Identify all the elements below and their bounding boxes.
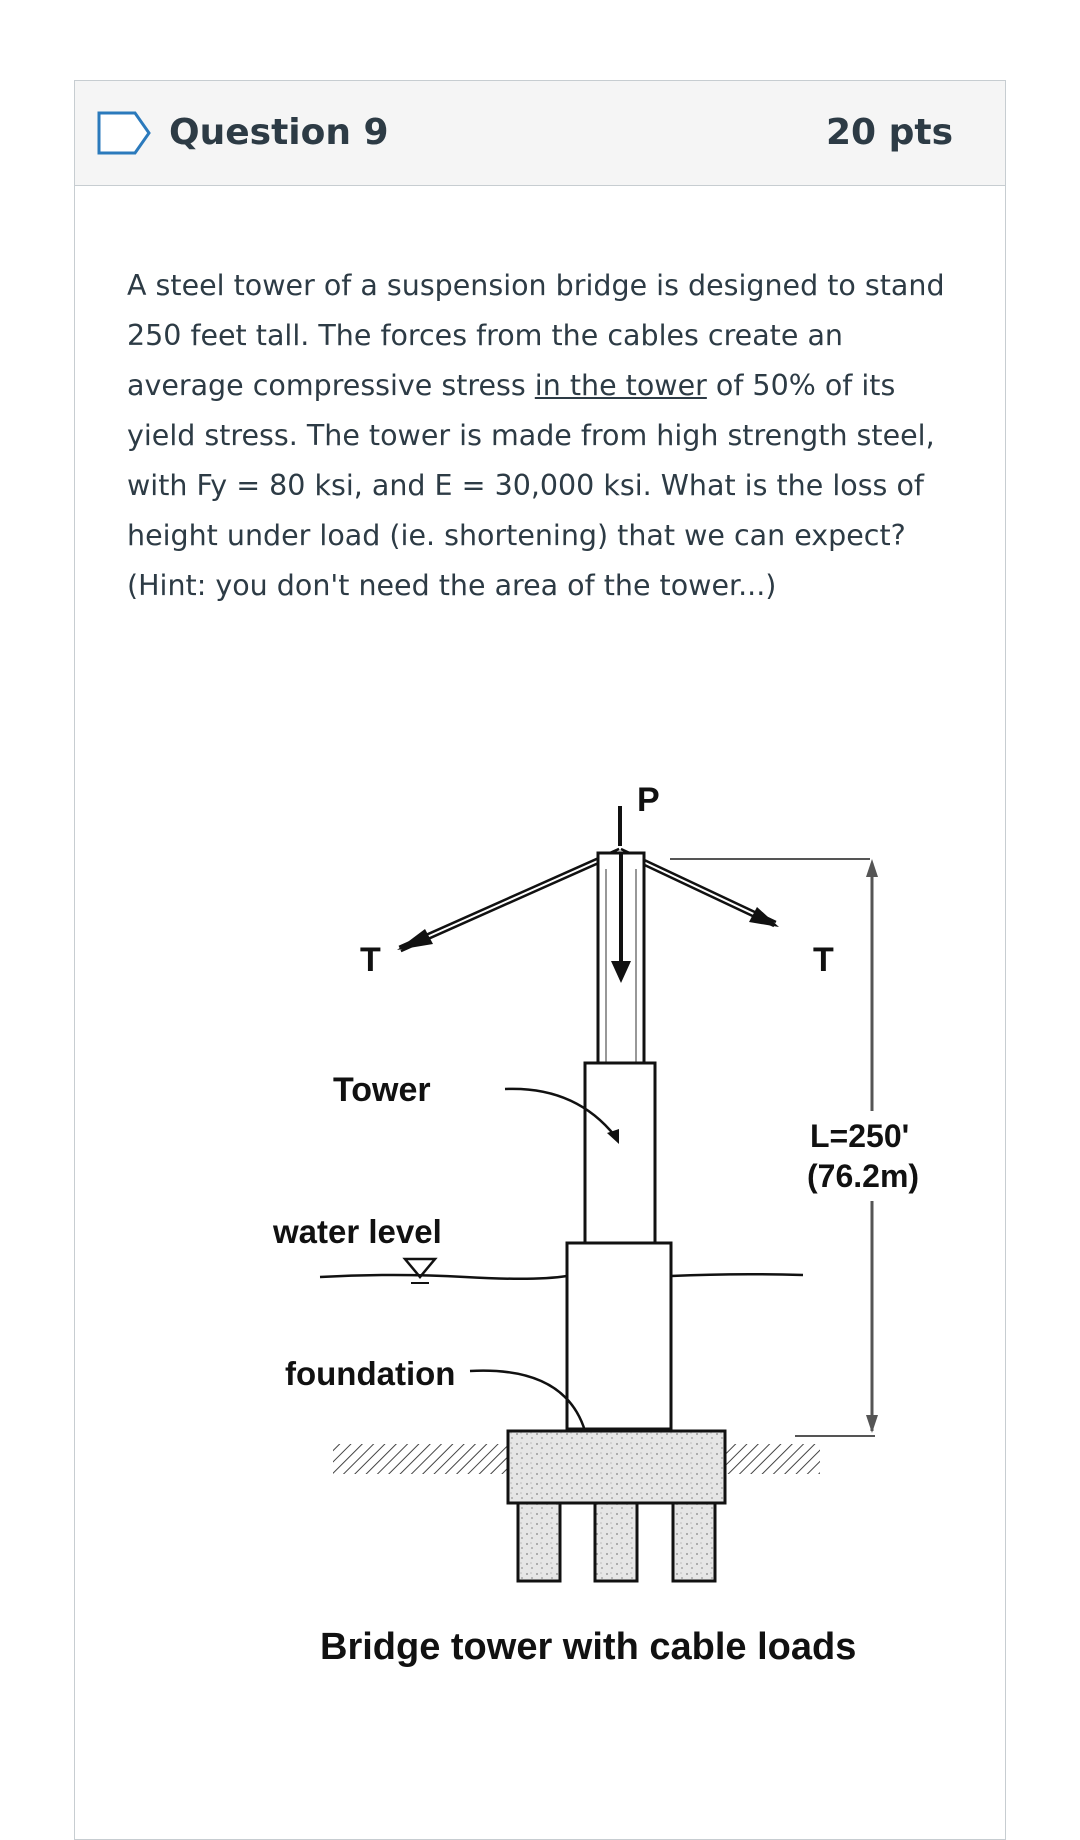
- label-foundation: foundation: [285, 1355, 456, 1392]
- question-points: 20 pts: [825, 112, 953, 153]
- question-text: [127, 261, 957, 611]
- question-title: Question 9: [169, 112, 389, 153]
- foundation-pile-right: [673, 1503, 715, 1581]
- flag-question-icon[interactable]: [97, 111, 153, 155]
- label-t-left: T: [360, 941, 381, 979]
- question-text-underlined: in the tower: [534, 369, 707, 402]
- water-line-right: [671, 1274, 803, 1276]
- cable-left-arrowhead: [397, 929, 433, 950]
- ground-hatch-left: [333, 1444, 508, 1474]
- label-tower: Tower: [333, 1071, 431, 1109]
- foundation-footing: [508, 1431, 725, 1503]
- cable-right-arrowhead: [749, 907, 779, 927]
- water-line-left: [320, 1275, 567, 1279]
- question-header: [75, 81, 1005, 186]
- ground-hatch-right: [725, 1444, 820, 1474]
- label-p: P: [637, 781, 660, 819]
- question-text-part1: A steel tower of a suspension bridge is designed to stand 250 feet tall. The forces from the cables create an average compressive stress: [127, 269, 945, 402]
- label-water-level: water level: [273, 1213, 442, 1250]
- question-text-part2: of 50% of its yield stress. The tower is made from high strength steel, with Fy = 80 ksi, and E = 30,000 ksi. What is the loss of height under load (ie. shortening) that we can expect? (Hint: you don't need the area of the tower...): [127, 369, 935, 602]
- bridge-tower-figure: [135, 641, 955, 1701]
- label-length-metric: (76.2m): [807, 1158, 920, 1194]
- foundation-pile-middle: [595, 1503, 637, 1581]
- question-card: [74, 80, 1006, 1840]
- bridge-tower-diagram: [135, 641, 955, 1701]
- label-length: L=250': [810, 1118, 910, 1154]
- figure-caption: Bridge tower with cable loads: [320, 1626, 857, 1668]
- tower-lower-section: [567, 1243, 671, 1429]
- foundation-pile-left: [518, 1503, 560, 1581]
- tower-middle-section: [585, 1063, 655, 1243]
- label-t-right: T: [813, 941, 834, 979]
